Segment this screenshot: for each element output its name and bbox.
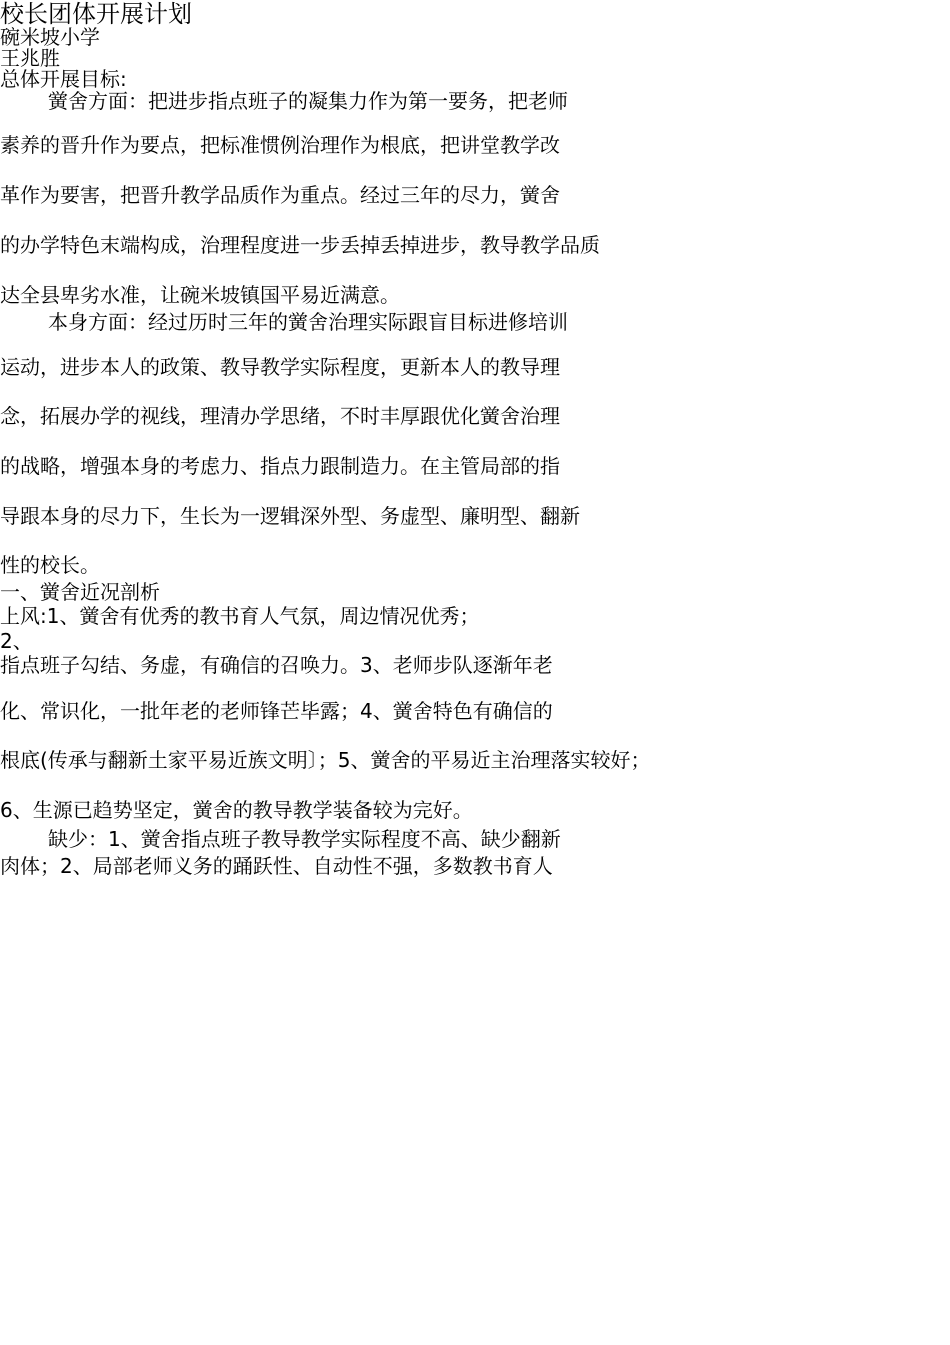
paragraph-line: 肉体；2、局部老师义务的踊跃性、自动性不强，多数教书育人	[0, 854, 553, 878]
document-title: 校长团体开展计划	[0, 0, 192, 28]
paragraph-line: 运动，进步本人的政策、教导教学实际程度，更新本人的教导理	[0, 355, 560, 379]
paragraph-line: 指点班子勾结、务虚，有确信的召唤力。3、老师步队逐渐年老	[0, 653, 553, 677]
paragraph-line: 念，拓展办学的视线，理清办学思绪，不时丰厚跟优化黉舍治理	[0, 404, 560, 428]
paragraph-line: 6、生源已趋势坚定，黉舍的教导教学装备较为完好。	[0, 798, 473, 822]
paragraph-line: 本身方面：经过历时三年的黉舍治理实际跟盲目标进修培训	[48, 310, 568, 334]
paragraph-line: 革作为要害，把晋升教学品质作为重点。经过三年的尽力，黉舍	[0, 183, 560, 207]
paragraph-line: 素养的晋升作为要点，把标准惯例治理作为根底，把讲堂教学改	[0, 133, 560, 157]
paragraph-line: 黉舍方面：把进步指点班子的凝集力作为第一要务，把老师	[48, 89, 568, 113]
paragraph-line: 根底(传承与翻新土家平易近族文明〕；5、黉舍的平易近主治理落实较好；	[0, 748, 651, 772]
section-heading: 一、黉舍近况剖析	[0, 580, 160, 604]
author-name: 王兆胜	[0, 46, 60, 70]
school-name: 碗米坡小学	[0, 25, 100, 49]
paragraph-line: 缺少：1、黉舍指点班子教导教学实际程度不高、缺少翻新	[48, 827, 561, 851]
paragraph-line: 导跟本身的尽力下，生长为一逻辑深外型、务虚型、廉明型、翻新	[0, 504, 580, 528]
paragraph-line: 化、常识化，一批年老的老师锋芒毕露；4、黉舍特色有确信的	[0, 699, 553, 723]
paragraph-line: 性的校长。	[0, 553, 100, 577]
goals-heading: 总体开展目标:	[0, 67, 127, 91]
paragraph-line: 2、	[0, 629, 33, 653]
paragraph-line: 的战略，增强本身的考虑力、指点力跟制造力。在主管局部的指	[0, 454, 560, 478]
paragraph-line: 的办学特色末端构成，治理程度进一步丢掉丢掉进步，教导教学品质	[0, 233, 600, 257]
paragraph-line: 达全县卑劣水准，让碗米坡镇国平易近满意。	[0, 283, 400, 307]
paragraph-line: 上风:1、黉舍有优秀的教书育人气氛，周边情况优秀；	[0, 604, 480, 628]
